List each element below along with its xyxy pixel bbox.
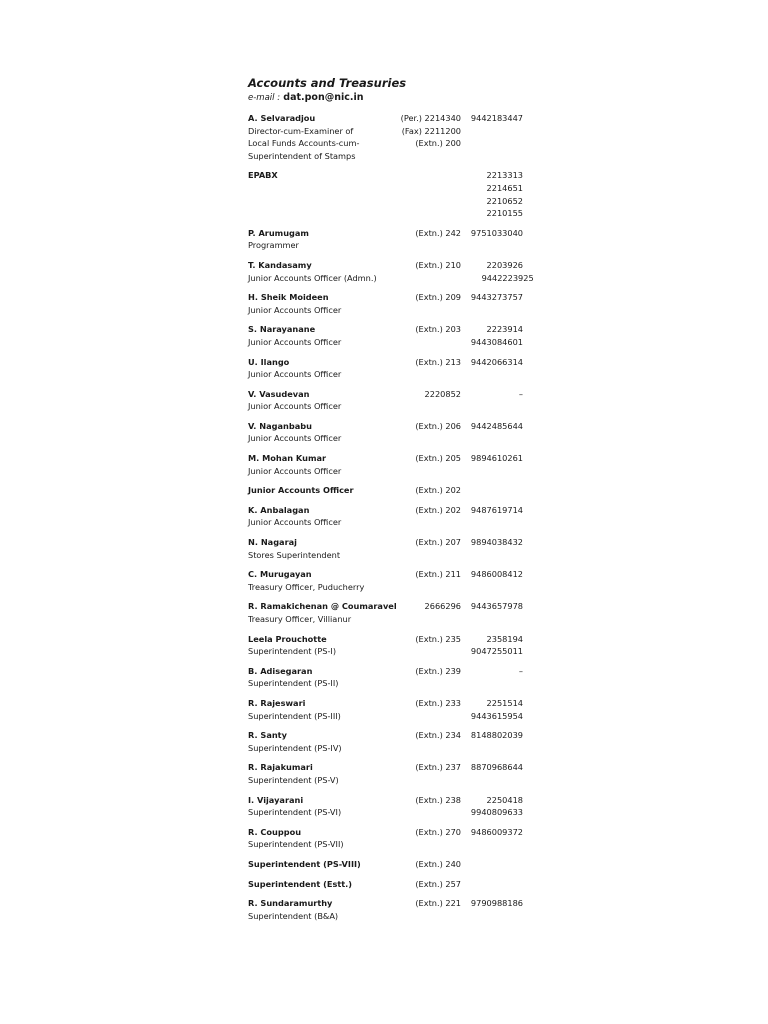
- entry-line: [248, 195, 523, 208]
- entry-line: [248, 729, 523, 742]
- entry-blank: [366, 239, 461, 252]
- entry-line: [248, 742, 523, 755]
- epabx-number: 2214651: [486, 182, 523, 193]
- entry-phone: –: [518, 388, 523, 399]
- entry-name: Superintendent (PS-VIII): [248, 858, 361, 869]
- email-label: e-mail :: [248, 93, 281, 103]
- entry-phone-alt: 9442223925: [481, 272, 534, 283]
- entry-blank: [366, 742, 461, 755]
- entry-blank: [461, 125, 523, 138]
- epabx-number: 2210155: [486, 208, 523, 219]
- entry-phone: 9442066314: [470, 356, 523, 367]
- entry-line: [248, 291, 523, 304]
- entry-line: [248, 549, 523, 562]
- entry-phone: 9751033040: [470, 227, 523, 238]
- directory-entry: [248, 878, 523, 891]
- directory-entry: [248, 761, 523, 786]
- entry-line: [248, 465, 523, 478]
- entry-phone-alt: [461, 742, 523, 755]
- entry-line: [248, 432, 523, 445]
- entry-line: [248, 169, 523, 182]
- entry-designation: Superintendent (PS-I): [248, 646, 337, 657]
- directory-entry: [248, 665, 523, 690]
- entry-phone: 2203926: [486, 259, 523, 270]
- entry-line: [248, 633, 523, 646]
- entry-line: [248, 516, 523, 529]
- entry-phone-alt: [461, 465, 523, 478]
- email-address: dat.pon@nic.in: [283, 92, 364, 103]
- entry-line: [248, 484, 523, 497]
- entry-phone-alt: [461, 838, 523, 851]
- entry-name: R. Rajakumari: [248, 762, 313, 773]
- entry-line: [248, 323, 523, 336]
- entry-blank: [377, 272, 472, 285]
- entry-phone: 2223914: [486, 324, 523, 335]
- entry-extension: (Extn.) 209: [415, 292, 461, 303]
- entry-blank: [366, 806, 461, 819]
- entry-name: B. Adisegaran: [248, 665, 313, 676]
- entry-extension: (Extn.) 211: [415, 569, 461, 580]
- entry-line: [248, 761, 523, 774]
- entry-phone: 9894038432: [470, 537, 523, 548]
- entry-line: [248, 677, 523, 690]
- entry-line: [248, 878, 523, 891]
- email-row: [248, 92, 523, 103]
- entry-extension: (Extn.) 202: [415, 485, 461, 496]
- entry-blank: [366, 465, 461, 478]
- epabx-block: [248, 169, 523, 219]
- entry-line: [248, 137, 523, 150]
- directory-entry: [248, 420, 523, 445]
- entry-phone: 9486009372: [470, 826, 523, 837]
- entry-designation: Director-cum-Examiner of: [248, 125, 354, 136]
- entry-phone: 9790988186: [470, 898, 523, 909]
- entry-blank: [366, 516, 461, 529]
- entry-extension: (Extn.) 240: [415, 858, 461, 869]
- entry-extension: (Extn.) 233: [415, 697, 461, 708]
- entry-line: [248, 697, 523, 710]
- entry-phone: 2358194: [486, 633, 523, 644]
- entry-blank: [366, 838, 461, 851]
- entry-designation: Junior Accounts Officer: [248, 401, 342, 412]
- entry-extension: (Extn.) 210: [415, 259, 461, 270]
- directory-entry: [248, 897, 523, 922]
- entry-designation: Treasury Officer, Puducherry: [248, 581, 365, 592]
- entry-phone-alt: [461, 774, 523, 787]
- entry-phone: [461, 858, 523, 871]
- entry-designation: Junior Accounts Officer: [248, 465, 342, 476]
- entry-phone: 2251514: [486, 697, 523, 708]
- entry-line: [248, 304, 523, 317]
- entry-extension: (Extn.) 213: [415, 356, 461, 367]
- entry-line: [248, 645, 523, 658]
- entry-blank: [366, 710, 461, 723]
- entry-phone: 9487619714: [470, 504, 523, 515]
- epabx-number: 2213313: [486, 170, 523, 181]
- directory-entry: [248, 633, 523, 658]
- directory-entry: [248, 504, 523, 529]
- directory-entry: [248, 858, 523, 871]
- entry-designation: Junior Accounts Officer (Admn.): [248, 272, 377, 283]
- entry-extension: (Extn.) 207: [415, 537, 461, 548]
- entry-designation: Programmer: [248, 240, 299, 251]
- entry-phone-alt: [461, 400, 523, 413]
- entry-designation: Superintendent (PS-V): [248, 774, 339, 785]
- entry-blank: [366, 774, 461, 787]
- entry-phone-alt: [461, 516, 523, 529]
- entry-designation: Local Funds Accounts-cum-: [248, 138, 360, 149]
- entry-phone-office: (Per.) 2214340: [400, 113, 461, 123]
- entry-designation: Superintendent (B&A): [248, 910, 339, 921]
- entry-name: R. Sundaramurthy: [248, 898, 333, 909]
- entry-name: U. Ilango: [248, 356, 290, 367]
- entry-extension: (Extn.) 270: [415, 826, 461, 837]
- entry-blank: [366, 645, 461, 658]
- entry-blank: [366, 549, 461, 562]
- entry-line: [248, 600, 523, 613]
- entry-fax: (Fax) 2211200: [401, 125, 461, 136]
- entry-line: [248, 207, 523, 220]
- entry-phone-alt: [461, 549, 523, 562]
- entry-designation: Stores Superintendent: [248, 549, 341, 560]
- entry-phone-alt: [461, 239, 523, 252]
- entry-phone-alt: [461, 368, 523, 381]
- entry-name: M. Mohan Kumar: [248, 453, 327, 464]
- entry-blank: [366, 400, 461, 413]
- entry-line: [248, 897, 523, 910]
- directory-entry: [248, 600, 523, 625]
- entry-phone: 9443273757: [470, 292, 523, 303]
- entry-blank: [351, 613, 461, 626]
- entry-phone: 9443657978: [470, 601, 523, 612]
- entry-designation: Superintendent (PS-II): [248, 678, 339, 689]
- directory-entries: [248, 227, 534, 923]
- entry-line: [248, 272, 534, 285]
- entry-phone: [461, 484, 523, 497]
- entry-name: N. Nagaraj: [248, 537, 297, 548]
- directory-entry: [248, 259, 534, 284]
- entry-extension: (Extn.) 205: [415, 453, 461, 464]
- entry-phone-mobile: 9442183447: [470, 113, 523, 123]
- entry-line: [248, 368, 523, 381]
- directory-entry: [248, 388, 523, 413]
- entry-line: [248, 336, 523, 349]
- entry-extension: (Extn.) 234: [415, 730, 461, 741]
- entry-line: [248, 774, 523, 787]
- entry-designation: Treasury Officer, Villianur: [248, 614, 352, 624]
- entry-phone-alt: 9047255011: [470, 646, 523, 657]
- entry-phone: 8148802039: [470, 730, 523, 741]
- entry-line: [248, 388, 523, 401]
- entry-blank: [366, 336, 461, 349]
- entry-designation: Superintendent of Stamps: [248, 150, 356, 161]
- entry-extension: (Extn.) 202: [415, 504, 461, 515]
- entry-phone: 9894610261: [470, 453, 523, 464]
- entry-phone-alt: [461, 304, 523, 317]
- entry-name: H. Sheik Moideen: [248, 292, 329, 303]
- entry-line: [248, 536, 523, 549]
- directory-entry: [248, 826, 523, 851]
- entry-designation: Junior Accounts Officer: [248, 369, 342, 380]
- entry-extension: (Extn.) 242: [415, 227, 461, 238]
- entry-name: I. Vijayarani: [248, 794, 304, 805]
- entry-phone-alt: [461, 613, 523, 626]
- entry-phone-alt: [461, 910, 523, 923]
- entry-line: [248, 227, 523, 240]
- entry-line: [248, 858, 523, 871]
- entry-extension: (Extn.) 206: [415, 420, 461, 431]
- entry-blank: [366, 910, 461, 923]
- entry-designation: Junior Accounts Officer: [248, 517, 342, 528]
- entry-blank: [366, 304, 461, 317]
- entry-name: Superintendent (Estt.): [248, 878, 353, 889]
- directory-entry: [248, 729, 523, 754]
- entry-name: A. Selvaradjou: [248, 113, 316, 123]
- entry-name: Leela Prouchotte: [248, 633, 327, 644]
- entry-line: [248, 806, 523, 819]
- entry-blank: [366, 368, 461, 381]
- entry-line: [248, 710, 523, 723]
- entry-line: [248, 613, 523, 626]
- entry-phone-alt: [461, 677, 523, 690]
- entry-line: [248, 826, 523, 839]
- entry-extension: (Extn.) 238: [415, 794, 461, 805]
- entry-extension: (Extn.) 235: [415, 633, 461, 644]
- entry-extension: (Extn.) 237: [415, 762, 461, 773]
- entry-phone: 9442485644: [470, 420, 523, 431]
- entry-designation: Superintendent (PS-III): [248, 710, 341, 721]
- section-title: Accounts and Treasuries: [248, 76, 407, 90]
- entry-name: T. Kandasamy: [248, 259, 312, 270]
- entry-phone: 9486008412: [470, 569, 523, 580]
- entry-phone: [461, 878, 523, 891]
- directory-entry: [248, 568, 523, 593]
- entry-name: K. Anbalagan: [248, 504, 310, 515]
- entry-phone: –: [518, 665, 523, 676]
- entry-name: C. Murugayan: [248, 569, 312, 580]
- entry-line: [248, 452, 523, 465]
- entry-line: [248, 259, 523, 272]
- directory-entry: [248, 452, 523, 477]
- entry-designation: Superintendent (PS-IV): [248, 742, 342, 753]
- entry-extension: (Extn.) 257: [415, 878, 461, 889]
- entry-extension: (Extn.) 203: [415, 324, 461, 335]
- directory-entry: [248, 536, 523, 561]
- entry-phone-alt: [461, 581, 523, 594]
- entry-phone-alt: 9940809633: [470, 807, 523, 818]
- entry-line: [248, 400, 523, 413]
- entry-line: [248, 581, 523, 594]
- entry-line: [248, 239, 523, 252]
- entry-extension: 2666296: [424, 601, 461, 612]
- entry-line: [248, 356, 523, 369]
- entry-line: [248, 910, 523, 923]
- entry-name: P. Arumugam: [248, 227, 309, 238]
- entry-name: R. Couppou: [248, 826, 302, 837]
- epabx-label: EPABX: [248, 170, 278, 181]
- entry-name: R. Ramakichenan @ Coumaravel: [248, 601, 397, 612]
- entry-phone-alt: 9443615954: [470, 710, 523, 721]
- entry-extension: 2220852: [424, 388, 461, 399]
- entry-blank: [366, 677, 461, 690]
- entry-designation: Junior Accounts Officer: [248, 304, 342, 315]
- entry-extension: (Extn.) 200: [415, 138, 461, 149]
- entry-phone: 2250418: [486, 794, 523, 805]
- entry-extension: (Extn.) 221: [415, 898, 461, 909]
- entry-blank: [461, 137, 523, 150]
- epabx-number: 2210652: [486, 195, 523, 206]
- directory-document: [248, 76, 534, 929]
- entry-blank: [366, 432, 461, 445]
- entry-line: [248, 182, 523, 195]
- entry-extension: (Extn.) 239: [415, 665, 461, 676]
- entry-blank: [366, 581, 461, 594]
- entry-line: [248, 504, 523, 517]
- directory-entry: [248, 794, 523, 819]
- directory-entry: [248, 356, 523, 381]
- entry-phone-alt: [461, 432, 523, 445]
- entry-line: [248, 794, 523, 807]
- entry-name: S. Narayanane: [248, 324, 316, 335]
- entry-phone-alt: 9443084601: [470, 336, 523, 347]
- directory-entry: [248, 697, 523, 722]
- entry-line: [248, 125, 523, 138]
- entry-name: Junior Accounts Officer: [248, 485, 354, 496]
- entry-line: [248, 112, 523, 125]
- entry-phone: 8870968644: [470, 762, 523, 773]
- entry-designation: Superintendent (PS-VII): [248, 839, 344, 850]
- entry-name: R. Rajeswari: [248, 697, 306, 708]
- entry-line: [248, 838, 523, 851]
- entry-designation: Superintendent (PS-VI): [248, 807, 342, 818]
- directory-entry: [248, 484, 523, 497]
- entry-name: V. Naganbabu: [248, 420, 312, 431]
- entry-designation: Junior Accounts Officer: [248, 336, 342, 347]
- directory-entry: [248, 323, 523, 348]
- directory-entry-head: [248, 112, 523, 162]
- directory-entry: [248, 291, 523, 316]
- entry-line: [248, 665, 523, 678]
- entry-line: [248, 568, 523, 581]
- entry-designation: Junior Accounts Officer: [248, 433, 342, 444]
- entry-line: [248, 150, 523, 163]
- entry-name: R. Santy: [248, 730, 287, 741]
- entry-name: V. Vasudevan: [248, 388, 310, 399]
- entry-line: [248, 420, 523, 433]
- directory-entry: [248, 227, 523, 252]
